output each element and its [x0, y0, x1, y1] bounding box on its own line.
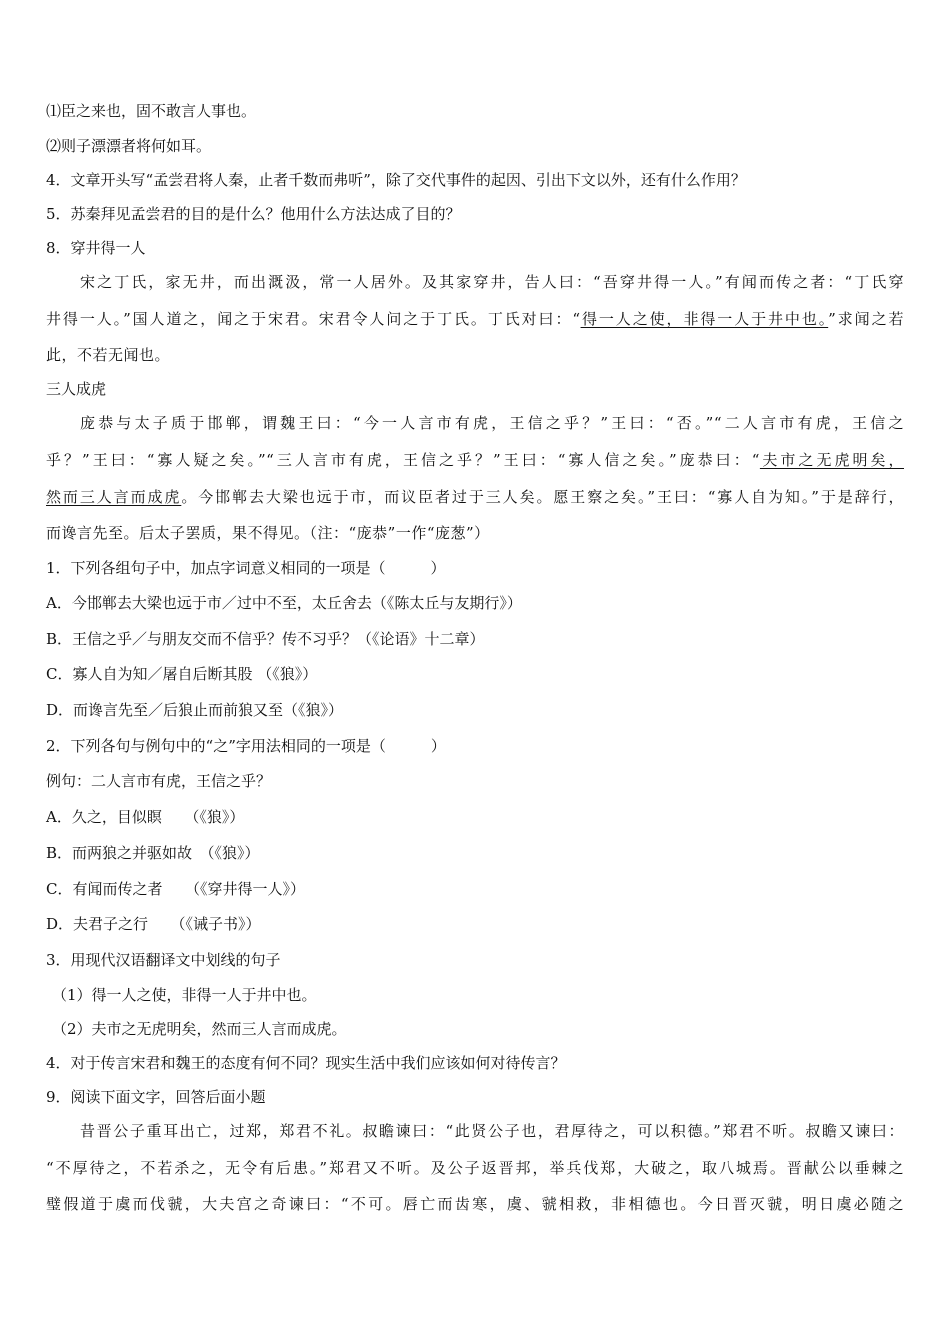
option-b: B．而两狼之并驱如故 （《狼》） [46, 844, 260, 862]
passage-line: 此，不若无闻也。 [46, 346, 171, 364]
option-d: D．夫君子之行 （《诫子书》） [46, 915, 261, 933]
passage-line [46, 487, 904, 507]
question-3: 3．用现代汉语翻译文中划线的句子 [46, 951, 281, 969]
passage-text: 井得一人。”国人道之，闻之于宋君。宋君令人问之于丁氏。丁氏对曰：“ [46, 310, 581, 328]
passage-text: ”求闻之若 [828, 310, 904, 328]
passage-line: “不厚待之，不若杀之，无令有后患。”郑君又不听。及公子返晋邦，举兵伐郑，大破之，取八城焉。晋献公以垂棘之 [46, 1159, 904, 1177]
subtitle-three-men-tiger: 三人成虎 [46, 380, 107, 398]
translation-item-2: （2）夫市之无虎明矣，然而三人言而成虎。 [52, 1020, 347, 1038]
option-c: C．有闻而传之者 （《穿井得一人》） [46, 880, 305, 898]
passage-text: 。今邯郸去大梁也远于市，而议臣者过于三人矣。愿王察之矣。”王曰：“寡人自为知。”于是辞行， [181, 488, 904, 506]
translation-item-1: ⑴臣之来也，固不敢言人事也。 [46, 102, 257, 120]
underlined-sentence: 夫市之无虎明矣， [759, 451, 904, 469]
question-2: 2．下列各句与例句中的“之”字用法相同的一项是（ ） [46, 737, 446, 755]
passage-line: 庞恭与太子质于邯郸，谓魏王曰：“今一人言市有虎，王信之乎？”王曰：“否。”“二人言市有虎，王信之 [80, 414, 904, 432]
passage-line: 昔晋公子重耳出亡，过郑，郑君不礼。叔瞻谏曰：“此贤公子也，君厚待之，可以积德。”郑君不听。叔瞻又谏曰： [80, 1122, 904, 1140]
option-a: A．今邯郸去大梁也远于市／过中不至，太丘舍去（《陈太丘与友期行》） [46, 594, 522, 612]
option-a: A．久之，目似瞑 （《狼》） [46, 808, 245, 826]
passage-text: 乎？”王曰：“寡人疑之矣。”“三人言市有虎，王信之乎？”王曰：“寡人信之矣。”庞恭曰：“ [46, 451, 760, 469]
passage-line: 宋之丁氏，家无井，而出溉汲，常一人居外。及其家穿井，告人曰：“吾穿井得一人。”有闻而传之者：“丁氏穿 [80, 273, 904, 291]
translation-item-2: ⑵则子漂漂者将何如耳。 [46, 137, 212, 155]
section-9-title: 9．阅读下面文字，回答后面小题 [46, 1088, 266, 1106]
option-b: B．王信之乎／与朋友交而不信乎？传不习乎？（《论语》十二章） [46, 630, 485, 648]
question-5: 5．苏秦拜见孟尝君的目的是什么？他用什么方法达成了目的？ [46, 205, 461, 223]
passage-line: 而谗言先至。后太子罢质，果不得见。（注：“庞恭”一作“庞葱”） [46, 524, 490, 542]
option-c: C．寡人自为知／屠自后断其股 （《狼》） [46, 665, 318, 683]
question-4: 4．对于传言宋君和魏王的态度有何不同？现实生活中我们应该如何对待传言？ [46, 1054, 566, 1072]
section-8-title: 8．穿井得一人 [46, 239, 146, 257]
passage-line [46, 309, 904, 329]
underlined-sentence: 然而三人言而成虎 [46, 488, 182, 506]
question-1: 1．下列各组句子中，加点字词意义相同的一项是（ ） [46, 559, 446, 577]
option-d: D．而谗言先至／后狼止而前狼又至（《狼》） [46, 701, 344, 719]
question-4: 4．文章开头写“孟尝君将人秦，止者千数而弗听”，除了交代事件的起因、引出下文以外，还有什么作用？ [46, 171, 746, 189]
example-sentence: 例句：二人言市有虎，王信之乎？ [46, 772, 272, 790]
underlined-sentence: 得一人之使，非得一人于井中也。 [580, 310, 829, 328]
passage-line [46, 450, 904, 470]
translation-item-1: （1）得一人之使，非得一人于井中也。 [52, 986, 317, 1004]
passage-line: 璧假道于虞而伐虢，大夫宫之奇谏曰：“不可。唇亡而齿寒，虞、虢相救，非相德也。今日晋灭虢，明日虞必随之 [46, 1195, 904, 1213]
